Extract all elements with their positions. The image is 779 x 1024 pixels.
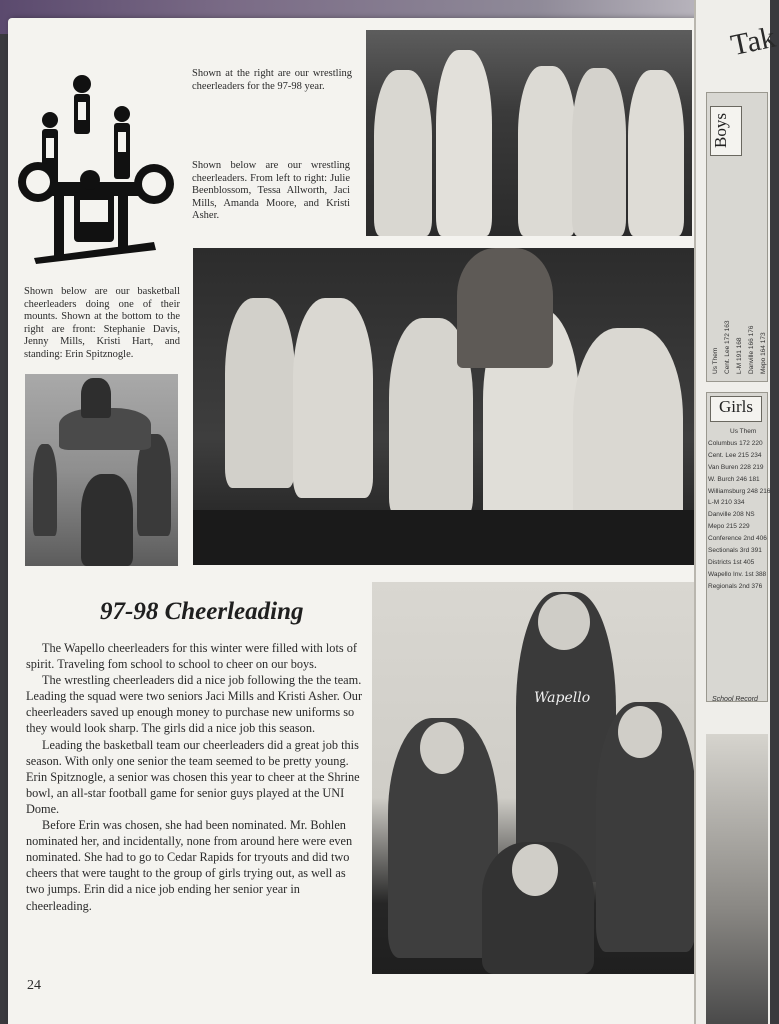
girls-label: Girls	[710, 396, 762, 422]
caption-wrestling-right: Shown at the right are our wrestling cheerleaders for the 97-98 year.	[192, 68, 352, 92]
boys-row: L-M 191 168	[735, 337, 743, 374]
girls-row: L-M 210 334	[708, 499, 745, 507]
boys-row: Danville 166 176	[747, 325, 755, 374]
photo-basketball-mount	[25, 374, 178, 566]
results-sidebar	[700, 20, 779, 1024]
girls-row: Regionals 2nd 376	[708, 582, 763, 590]
caption-basketball: Shown below are our basketball cheerleaders doing one of their mounts. Shown at the bottom to the right are front: Stephanie Davis, Jenny Mills, Kristi Hart, and standing: Erin Spitznogle.	[24, 286, 180, 360]
photo-basketball-cheerleaders	[372, 582, 702, 974]
uniform-logo-text: Wapello	[534, 690, 591, 706]
boys-row: Cent. Lee 172 163	[723, 320, 731, 374]
photo-wrestling-cheerleaders-top	[366, 30, 692, 236]
boys-row: Mepo 164 173	[759, 332, 767, 374]
girls-row: Districts 1st 405	[708, 558, 755, 566]
article-body	[26, 640, 366, 914]
article-title: 97-98 Cheerleading	[100, 598, 304, 625]
article-paragraph: The Wapello cheerleaders for this winter were filled with lots of spirit. Traveling fom school to school to cheer on our boys.	[26, 641, 357, 672]
boys-header: Us Them	[712, 347, 719, 374]
girls-row: Columbus 172 220	[708, 439, 763, 447]
school-record-note: School Record	[712, 696, 758, 703]
girls-header: Us Them	[730, 428, 757, 435]
cheer-pyramid-illustration	[14, 72, 178, 268]
article-paragraph: Leading the basketball team our cheerleaders did a great job this season. With only one senior the team seemed to be pretty young. Erin Spitznogle, a senior was chosen this year to cheer at the Shrine bowl, an all-star football game for senior guys played at the UNI Dome.	[26, 737, 360, 816]
boys-results	[710, 164, 770, 374]
girls-row: Van Buren 228 219	[708, 463, 764, 471]
girls-row: Mepo 215 229	[708, 523, 750, 531]
girls-row: Williamsburg 248 216	[708, 487, 771, 495]
article-paragraph: Before Erin was chosen, she had been nominated. Mr. Bohlen nominated her, and incidentally, none from around here were even nominated. She had to go to Cedar Rapids for tryouts and did two cheers that were taught to the group of girls trying out, as well as two jumps. Erin did a nice job ending her senior year in cheerleading.	[26, 818, 353, 913]
article-paragraph: The wrestling cheerleaders did a nice job following the the team. Leading the squad were two seniors Jaci Mills and Kristi Asher. Our cheerleaders saved up enough money to purchase new uniforms so they would look sharp. The girls did a nice job this season.	[26, 673, 363, 736]
sidebar-title: Tak	[728, 20, 779, 63]
girls-row: Cent. Lee 215 234	[708, 451, 762, 459]
photo-wrestling-cheerleaders-seated	[193, 248, 697, 565]
girls-row: Danville 208 NS	[708, 511, 755, 519]
girls-row: Wapello Inv. 1st 388	[708, 570, 767, 578]
page-number: 24	[27, 978, 41, 993]
caption-wrestling-below: Shown below are our wrestling cheerleaders. From left to right: Julie Beenblossom, Tessa Allworth, Jaci Mills, Amanda Moore, and Kristi Asher.	[192, 160, 350, 221]
sidebar-photo	[706, 734, 768, 1024]
girls-row: Conference 2nd 406	[708, 535, 767, 543]
boys-label: Boys	[710, 106, 742, 156]
girls-results	[708, 426, 771, 593]
girls-row: W. Burch 246 181	[708, 475, 760, 483]
girls-row: Sectionals 3rd 391	[708, 547, 762, 555]
